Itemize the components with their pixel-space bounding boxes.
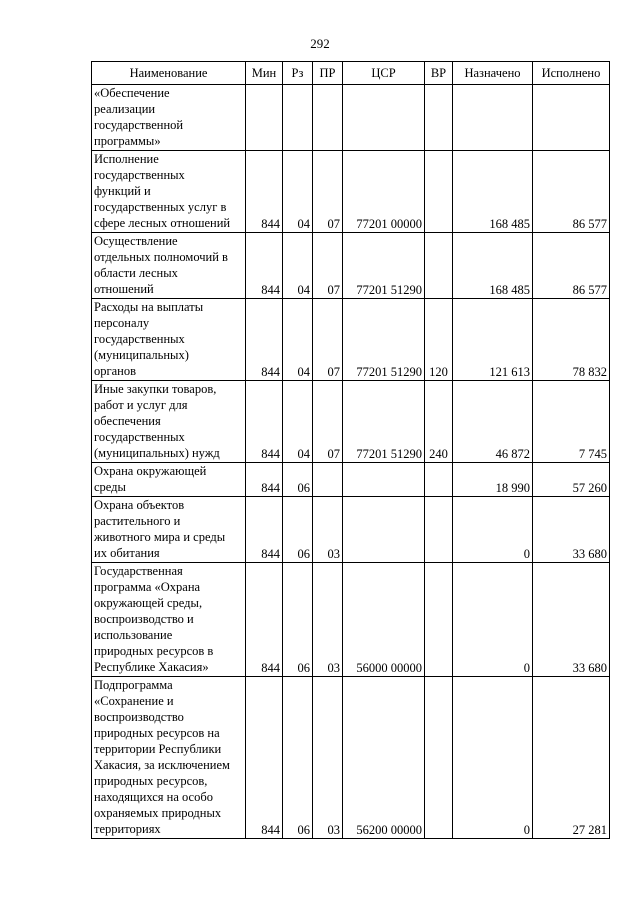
cell-name: Охрана объектов растительного и животного мира и среды их обитания — [92, 497, 246, 563]
cell-csr: 56000 00000 — [343, 563, 425, 677]
header-csr: ЦСР — [343, 62, 425, 85]
cell-assigned: 18 990 — [453, 463, 533, 497]
cell-rz: 06 — [283, 463, 313, 497]
cell-csr — [343, 497, 425, 563]
header-vr: ВР — [425, 62, 453, 85]
cell-csr — [343, 85, 425, 151]
cell-executed — [533, 85, 610, 151]
cell-vr — [425, 151, 453, 233]
cell-min: 844 — [246, 677, 283, 839]
cell-assigned: 46 872 — [453, 381, 533, 463]
cell-vr — [425, 463, 453, 497]
cell-min: 844 — [246, 233, 283, 299]
header-rz: Рз — [283, 62, 313, 85]
cell-rz: 06 — [283, 677, 313, 839]
cell-vr — [425, 85, 453, 151]
cell-name: Охрана окружающей среды — [92, 463, 246, 497]
cell-name: Расходы на выплаты персоналу государственных (муниципальных) органов — [92, 299, 246, 381]
cell-csr: 77201 51290 — [343, 233, 425, 299]
cell-name: Государственная программа «Охрана окружающей среды, воспроизводство и использование природных ресурсов в Республике Хакасия» — [92, 563, 246, 677]
header-assigned: Назначено — [453, 62, 533, 85]
header-pr: ПР — [313, 62, 343, 85]
table-row — [92, 151, 610, 233]
cell-executed: 86 577 — [533, 233, 610, 299]
table-row — [92, 677, 610, 839]
cell-rz — [283, 85, 313, 151]
header-executed: Исполнено — [533, 62, 610, 85]
cell-min: 844 — [246, 151, 283, 233]
cell-rz: 04 — [283, 299, 313, 381]
cell-vr — [425, 233, 453, 299]
table-row — [92, 299, 610, 381]
cell-executed: 33 680 — [533, 563, 610, 677]
cell-rz: 06 — [283, 563, 313, 677]
cell-pr: 07 — [313, 151, 343, 233]
table-row — [92, 85, 610, 151]
cell-executed: 7 745 — [533, 381, 610, 463]
cell-csr: 77201 51290 — [343, 381, 425, 463]
cell-vr — [425, 563, 453, 677]
cell-name: «Обеспечение реализации государственной программы» — [92, 85, 246, 151]
cell-assigned: 0 — [453, 497, 533, 563]
cell-csr: 77201 00000 — [343, 151, 425, 233]
header-name: Наименование — [92, 62, 246, 85]
cell-pr: 03 — [313, 497, 343, 563]
cell-min: 844 — [246, 299, 283, 381]
cell-vr: 120 — [425, 299, 453, 381]
cell-csr — [343, 463, 425, 497]
cell-name: Осуществление отдельных полномочий в области лесных отношений — [92, 233, 246, 299]
cell-executed: 57 260 — [533, 463, 610, 497]
header-min: Мин — [246, 62, 283, 85]
cell-rz: 04 — [283, 381, 313, 463]
cell-executed: 27 281 — [533, 677, 610, 839]
cell-vr: 240 — [425, 381, 453, 463]
budget-table — [91, 61, 610, 839]
cell-assigned: 168 485 — [453, 151, 533, 233]
cell-csr: 77201 51290 — [343, 299, 425, 381]
cell-name: Исполнение государственных функций и государственных услуг в сфере лесных отношений — [92, 151, 246, 233]
cell-pr: 07 — [313, 233, 343, 299]
cell-vr — [425, 497, 453, 563]
cell-assigned: 0 — [453, 563, 533, 677]
cell-executed: 33 680 — [533, 497, 610, 563]
cell-assigned — [453, 85, 533, 151]
table-row — [92, 497, 610, 563]
cell-pr: 07 — [313, 381, 343, 463]
cell-assigned: 168 485 — [453, 233, 533, 299]
cell-name: Иные закупки товаров, работ и услуг для обеспечения государственных (муниципальных) нужд — [92, 381, 246, 463]
cell-rz: 04 — [283, 233, 313, 299]
page-number: 292 — [310, 36, 330, 51]
cell-min: 844 — [246, 563, 283, 677]
cell-rz: 06 — [283, 497, 313, 563]
cell-vr — [425, 677, 453, 839]
cell-assigned: 0 — [453, 677, 533, 839]
table-header-row — [92, 62, 610, 85]
table-row — [92, 233, 610, 299]
cell-min: 844 — [246, 463, 283, 497]
table-row — [92, 463, 610, 497]
cell-csr: 56200 00000 — [343, 677, 425, 839]
cell-executed: 78 832 — [533, 299, 610, 381]
cell-name: Подпрограмма «Сохранение и воспроизводство природных ресурсов на территории Республики Хакасия, за исключением природных ресурсов, находящихся на особо охраняемых природных территориях — [92, 677, 246, 839]
cell-pr — [313, 85, 343, 151]
cell-min: 844 — [246, 381, 283, 463]
table-row — [92, 563, 610, 677]
table-row — [92, 381, 610, 463]
cell-rz: 04 — [283, 151, 313, 233]
cell-pr: 07 — [313, 299, 343, 381]
cell-min: 844 — [246, 497, 283, 563]
cell-assigned: 121 613 — [453, 299, 533, 381]
cell-pr: 03 — [313, 677, 343, 839]
cell-pr — [313, 463, 343, 497]
cell-pr: 03 — [313, 563, 343, 677]
cell-executed: 86 577 — [533, 151, 610, 233]
cell-min — [246, 85, 283, 151]
